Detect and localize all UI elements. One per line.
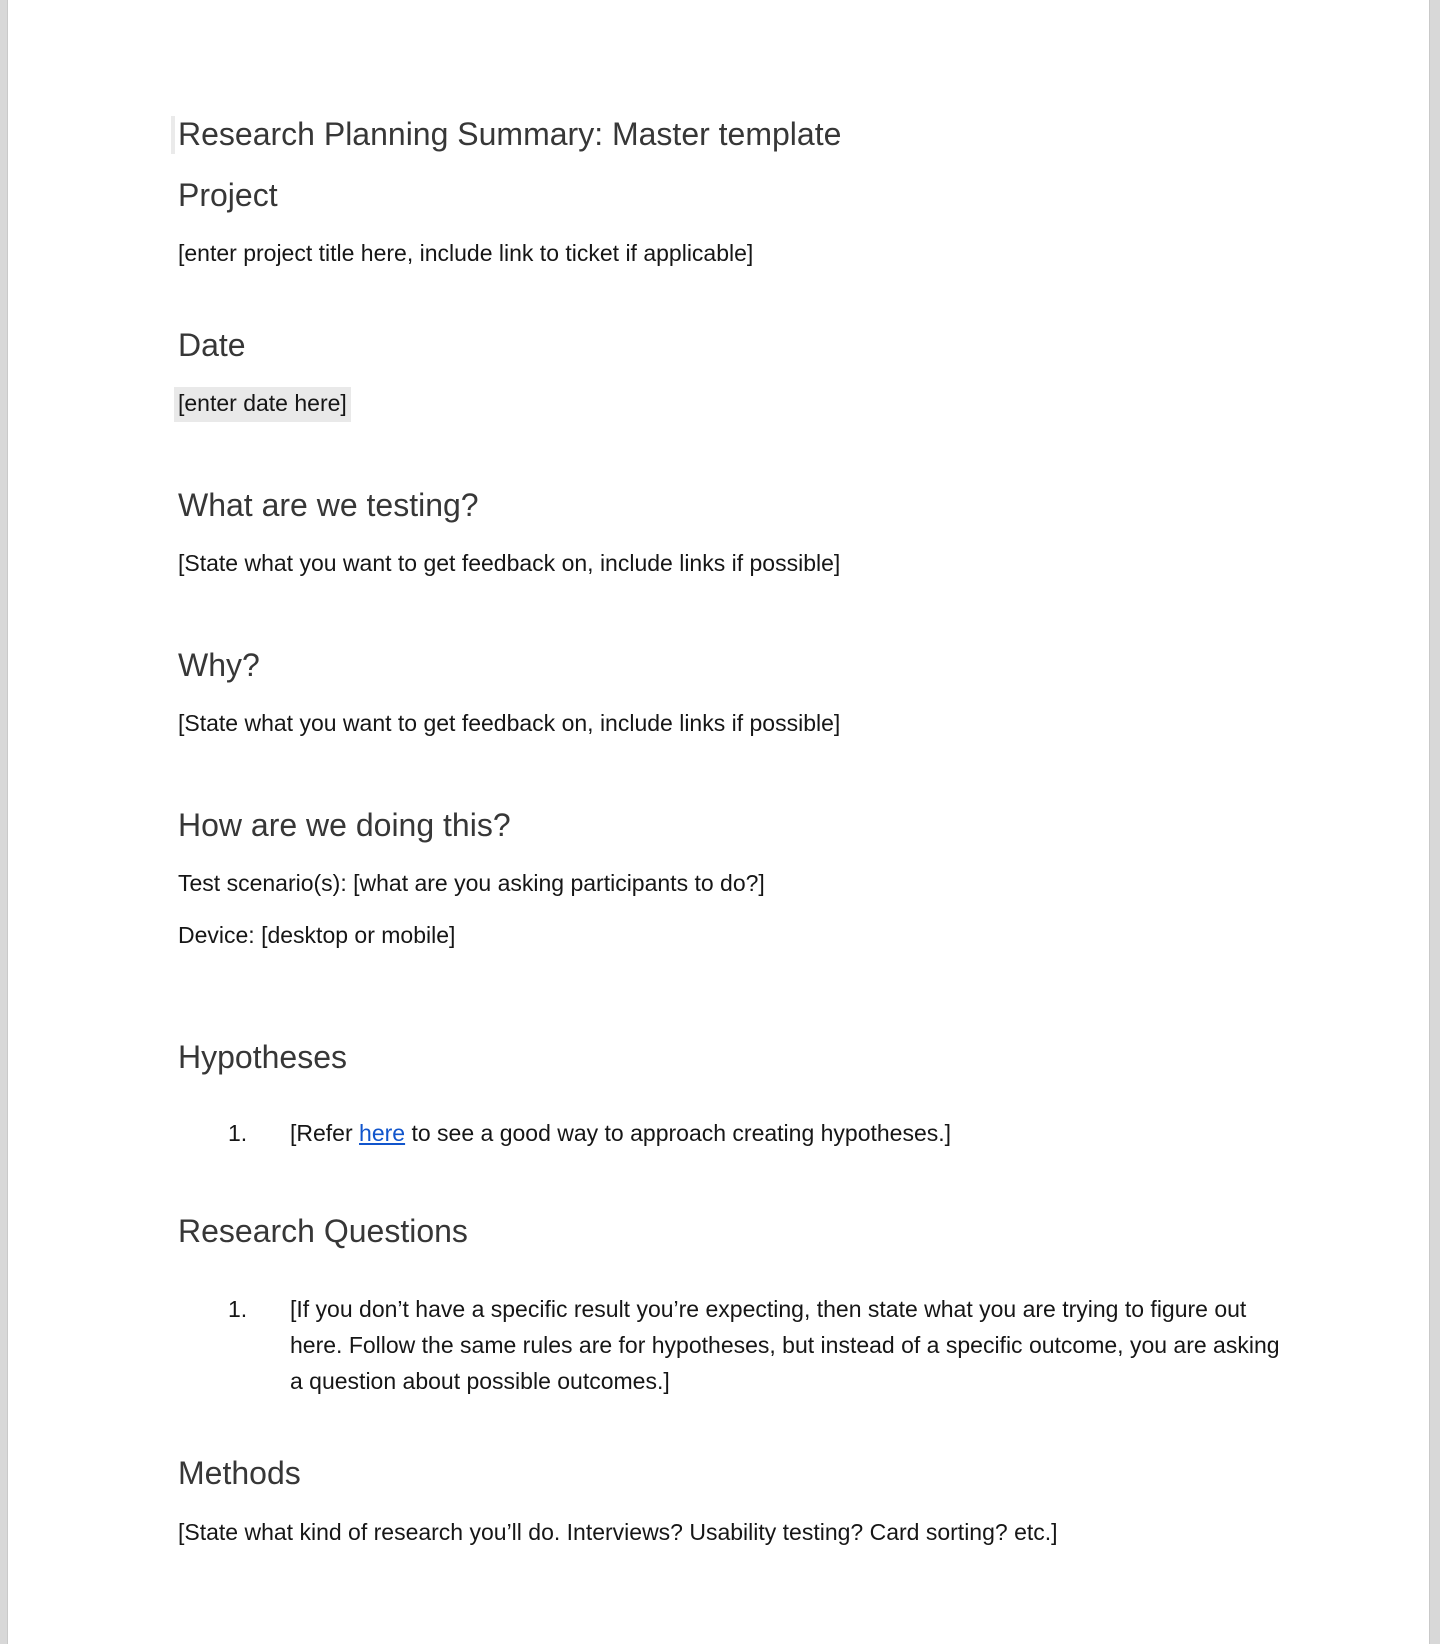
document-title: Research Planning Summary: Master template xyxy=(178,116,842,152)
heading-project: Project xyxy=(178,177,278,213)
heading-hypotheses: Hypotheses xyxy=(178,1039,347,1075)
heading-what-are-we-testing: What are we testing? xyxy=(178,487,479,523)
paragraph-testing-placeholder: [State what you want to get feedback on, include links if possible] xyxy=(178,550,841,576)
research-question-text: [If you don’t have a specific result you’re expecting, then state what you are trying to figure out here. Follow the same rules are for hypotheses, but instead of a specific outcome, you are asking a question about possible outcomes.] xyxy=(290,1296,1280,1394)
document-page xyxy=(7,0,1430,1644)
list-number: 1. xyxy=(228,1296,248,1322)
list-item-research-question xyxy=(178,1291,1289,1399)
heading-how-are-we-doing-this: How are we doing this? xyxy=(178,807,511,843)
here-link[interactable]: here xyxy=(359,1120,406,1146)
date-placeholder-highlighted: [enter date here] xyxy=(174,387,351,422)
heading-methods: Methods xyxy=(178,1455,301,1491)
heading-why: Why? xyxy=(178,647,260,683)
document-body xyxy=(8,114,1429,1590)
paragraph-device: Device: [desktop or mobile] xyxy=(178,922,456,948)
paragraph-methods-placeholder: [State what kind of research you’ll do. Interviews? Usability testing? Card sorting? etc.] xyxy=(178,1519,1058,1545)
heading-research-questions: Research Questions xyxy=(178,1213,468,1249)
paragraph-test-scenarios: Test scenario(s): [what are you asking participants to do?] xyxy=(178,870,765,896)
hypotheses-item-suffix: to see a good way to approach creating hypotheses.] xyxy=(405,1120,952,1146)
paragraph-project-placeholder: [enter project title here, include link to ticket if applicable] xyxy=(178,240,754,266)
hypotheses-item-prefix: [Refer xyxy=(290,1120,360,1146)
text-cursor-artifact xyxy=(171,116,175,154)
paragraph-why-placeholder: [State what you want to get feedback on, include links if possible] xyxy=(178,710,841,736)
paragraph-date xyxy=(178,385,1289,421)
list-number: 1. xyxy=(228,1120,248,1146)
list-item-hypotheses xyxy=(178,1115,1289,1151)
heading-date: Date xyxy=(178,327,246,363)
